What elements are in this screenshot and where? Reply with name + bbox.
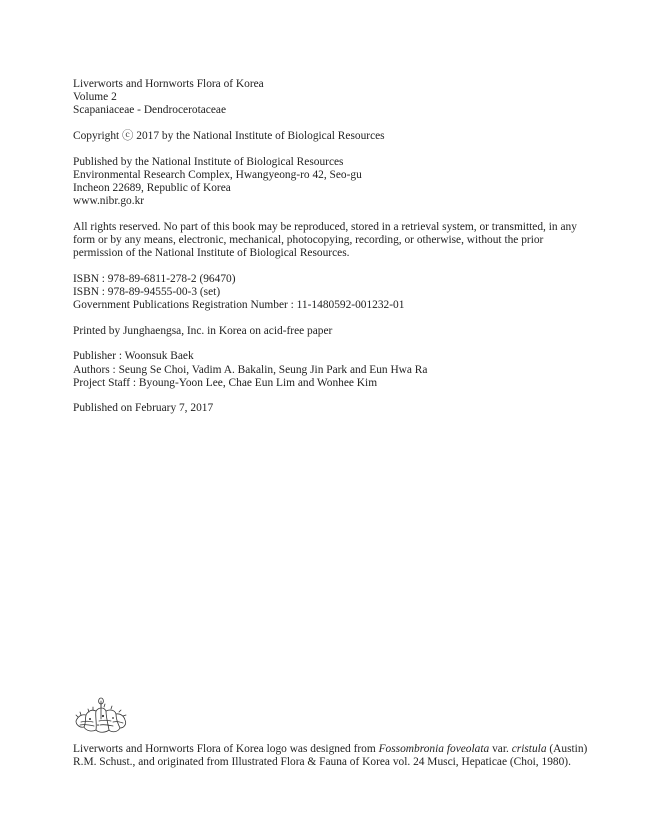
species-name: Fossombronia foveolata [378,743,490,755]
rights-statement: All rights reserved. No part of this book may be reproduced, stored in a retrieval system, or transmitted, in any form or by any means, electronic, mechanical, photocopying, recording, or otherwise, without the prior permission of the National Institute of Biological Resources. [73,220,577,260]
publisher-address-line2: Incheon 22689, Republic of Korea [73,182,231,194]
printer-statement: Printed by Junghaengsa, Inc. in Korea on acid-free paper [73,324,333,337]
publisher-name: Published by the National Institute of Biological Resources [73,155,344,168]
colophon-page [73,78,585,428]
title-block [73,78,585,118]
rights-block [73,221,585,261]
isbn-set: ISBN : 978-89-94555-00-3 (set) [73,286,221,298]
publisher-address-line1: Environmental Research Complex, Hwangyeong-ro 42, Seo-gu [73,168,362,181]
logo-credit-text [73,743,593,770]
isbn-block [73,273,585,313]
liverwort-logo-icon [73,697,129,737]
volume-number: Volume 2 [73,91,117,104]
logo-credit-footer [73,697,593,770]
government-registration-number: Government Publications Registration Number : 11-1480592-001232-01 [73,299,405,312]
book-title: Liverworts and Hornworts Flora of Korea [73,78,264,90]
staff-block [73,350,585,390]
credit-part3: (Austin) R.M. Schust., and originated from Illustrated Flora & Fauna of Korea vol. 24 Musci, Hepaticae (Choi, 1980). [73,743,588,769]
credit-part2: var. [489,743,512,755]
copyright-block [73,130,585,143]
family-range: Scapaniaceae - Dendrocerotaceae [73,104,227,117]
isbn-volume: ISBN : 978-89-6811-278-2 (96470) [73,272,236,285]
authors-list: Authors : Seung Se Choi, Vadim A. Bakalin, Seung Jin Park and Eun Hwa Ra [73,363,428,376]
project-staff-list: Project Staff : Byoung-Yoon Lee, Chae Eun Lim and Wonhee Kim [73,376,378,389]
variety-name: cristula [511,743,547,755]
date-block [73,402,585,415]
printer-block [73,325,585,338]
copyright-notice: Copyright ⓒ 2017 by the National Institute of Biological Resources [73,130,385,142]
publisher-person: Publisher : Woonsuk Baek [73,350,194,363]
publication-date: Published on February 7, 2017 [73,402,214,415]
publisher-website: www.nibr.go.kr [73,195,145,208]
credit-part1: Liverworts and Hornworts Flora of Korea logo was designed from [73,743,379,755]
publisher-block [73,156,585,209]
